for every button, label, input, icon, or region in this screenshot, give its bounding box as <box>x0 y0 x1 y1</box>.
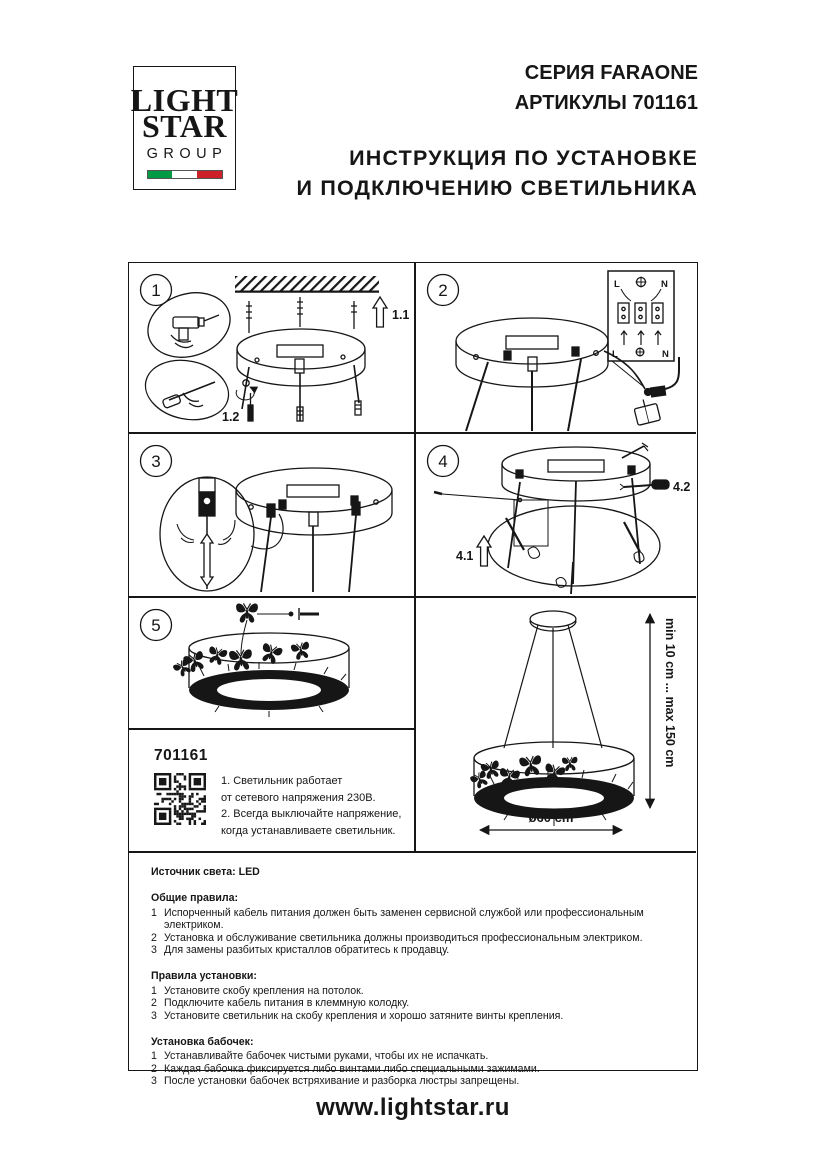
panel4-number: 4 <box>438 452 448 471</box>
steel-cable-horizontal <box>434 492 522 502</box>
page-title-line2: И ПОДКЛЮЧЕНИЮ СВЕТИЛЬНИКА <box>296 175 698 200</box>
plug-box <box>632 397 660 426</box>
suspension-cables <box>504 625 602 748</box>
qr-notes <box>221 773 401 839</box>
qr-cell <box>129 729 414 849</box>
page-title-line1: ИНСТРУКЦИЯ ПО УСТАНОВКЕ <box>349 146 698 170</box>
panel2-number: 2 <box>438 281 448 300</box>
flying-screw <box>622 443 648 458</box>
qr-note-line: когда устанавливаете светильник. <box>221 824 396 837</box>
diameter-label: ø60 cm <box>528 810 574 825</box>
light-source-text: Источник света: LED <box>151 866 260 878</box>
panel4-attach-ring-diagram <box>416 434 696 596</box>
rules-section-heading: Установка бабочек: <box>151 1036 254 1049</box>
panel1-mount-anchors-diagram <box>129 263 414 432</box>
hand-icons <box>528 547 644 587</box>
label-4-1: 4.1 <box>456 549 474 563</box>
cable-connector <box>645 386 666 397</box>
hand-screwdriver-oval <box>140 353 234 427</box>
rules-item: 2 Подключите кабель питания в клеммную колодку. <box>151 997 410 1010</box>
rules-section-heading: Правила установки: <box>151 970 257 983</box>
rules-item: 3 Для замены разбитых кристаллов обратитесь к продавцу. <box>151 944 450 957</box>
rules-section-heading: Общие правила: <box>151 892 239 905</box>
rules-cell <box>129 853 699 1088</box>
rules-item: 3 Установите светильник на скобу крепления и хорошо затяните винты крепления. <box>151 1009 564 1022</box>
crystal-band <box>189 670 349 710</box>
panel5-butterflies-diagram <box>129 598 414 728</box>
label-1-2: 1.2 <box>222 410 240 424</box>
rules-item: 1 Установите скобу крепления на потолок. <box>151 984 364 997</box>
chandelier-dimensions-diagram <box>416 598 696 850</box>
label-live-top: L <box>614 279 620 290</box>
logo-group: GROUP <box>146 146 228 162</box>
wall-plug-icons <box>246 297 357 333</box>
italy-flag-icon <box>147 170 223 179</box>
screwdriver-icon <box>620 480 669 490</box>
logo-light: LIGHT <box>130 81 239 118</box>
panel1-number: 1 <box>151 281 161 300</box>
label-live-bottom: L <box>612 349 618 360</box>
website-url: www.lightstar.ru <box>316 1094 510 1121</box>
rules-sections <box>151 892 677 1087</box>
page-title <box>297 144 698 203</box>
article-title: АРТИКУЛЫ 701161 <box>514 92 698 114</box>
ceiling-hatch <box>235 276 379 291</box>
rules-item: 1 Испорченный кабель питания должен быть заменен сервисной службой или профессиональным электриком. <box>151 906 644 932</box>
label-neutral-top: N <box>661 279 668 290</box>
lightstar-logo <box>130 66 239 190</box>
label-neutral-bottom: N <box>662 349 669 360</box>
rules-item: 1 Устанавливайте бабочек чистыми руками, чтобы их не испачкать. <box>151 1050 489 1063</box>
series-title: СЕРИЯ FARAONE <box>524 62 698 84</box>
cables <box>508 478 640 584</box>
label-4-2: 4.2 <box>673 480 691 494</box>
ceiling-canopy <box>530 611 576 627</box>
panel3-cable-adjust-diagram <box>129 434 414 596</box>
qr-article-number: 701161 <box>154 747 208 764</box>
double-arrow-icon <box>201 534 213 586</box>
rules-item: 3 После установки бабочек встряхивание и разборка люстры запрещены. <box>151 1075 520 1088</box>
height-range-label: min 10 cm ... max 150 cm <box>663 618 677 768</box>
qr-note-line: от сетевого напряжения 230В. <box>221 791 376 804</box>
arrow-up-icon <box>373 297 387 327</box>
logo-star: STAR <box>142 107 227 144</box>
panel5-number: 5 <box>151 616 161 635</box>
panel3-number: 3 <box>151 452 161 471</box>
rules-item: 2 Установка и обслуживание светильника должны производиться профессиональным электриком. <box>151 931 643 944</box>
qr-code <box>154 773 206 825</box>
grip-detail-oval <box>160 477 254 591</box>
bent-wire <box>665 357 679 389</box>
suspension-rods <box>466 359 581 431</box>
qr-note-line: 2. Всегда выключайте напряжение, <box>221 808 402 820</box>
label-1-1: 1.1 <box>392 308 410 322</box>
rules-item: 2 Каждая бабочка фиксируется либо винтами либо специальными зажимами. <box>151 1062 540 1075</box>
qr-note-line: 1. Светильник работает <box>221 775 343 787</box>
diagram-grid <box>128 262 698 1088</box>
panel2-wiring-diagram <box>416 263 696 432</box>
